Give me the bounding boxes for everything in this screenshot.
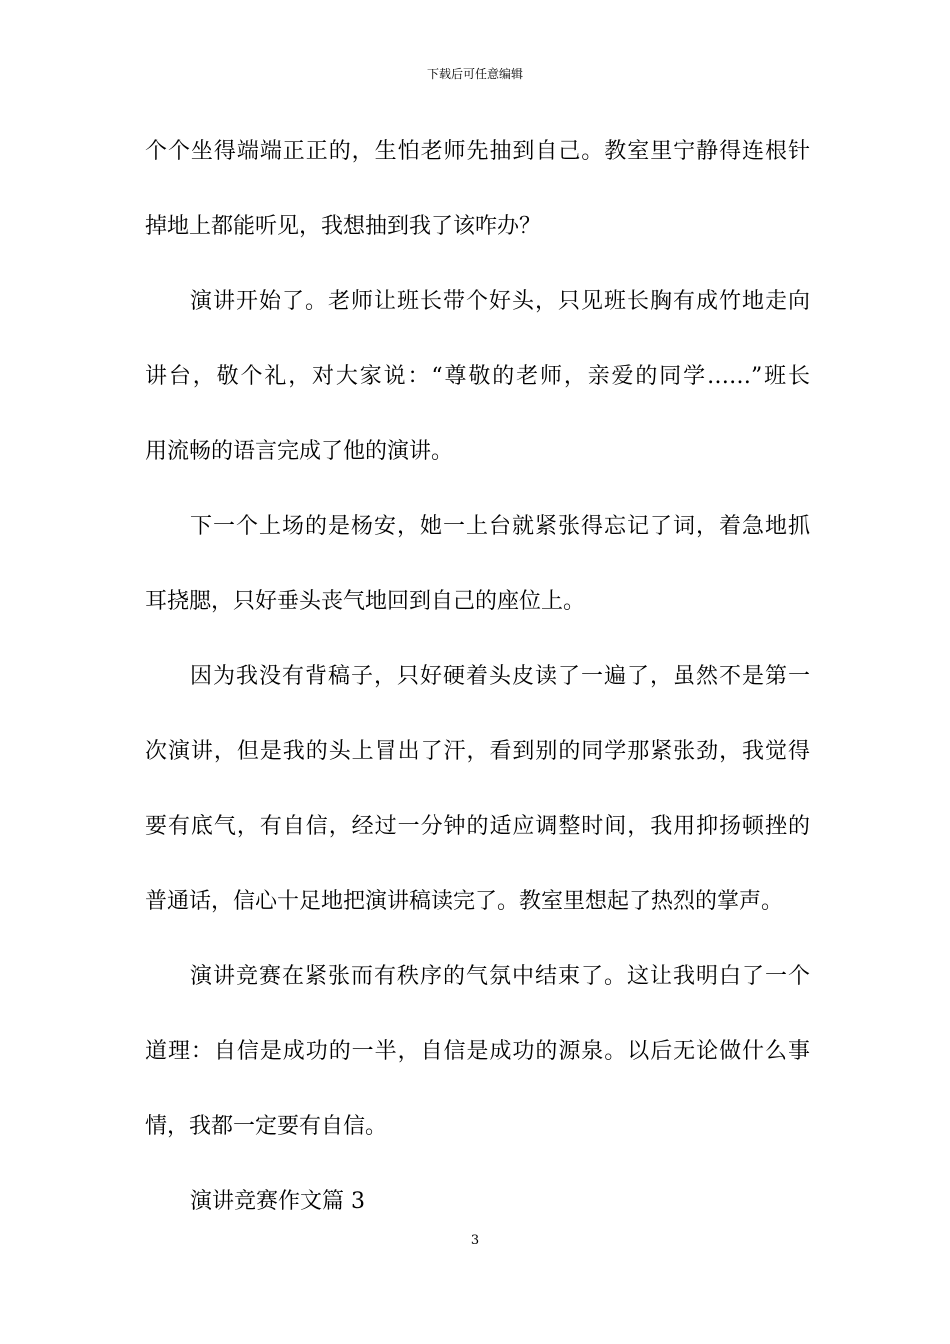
section-heading: 演讲竞赛作文篇 3 <box>190 1189 365 1214</box>
paragraph-start-line: 演讲开始了。老师让班长带个好头，只见班长胸有成竹地走向 <box>190 289 810 314</box>
body-line: 普通话，信心十足地把演讲稿读完了。教室里想起了热烈的掌声。 <box>145 889 784 914</box>
paragraph-start-line: 下一个上场的是杨安，她一上台就紧张得忘记了词，着急地抓 <box>190 514 810 539</box>
body-line: 耳挠腮，只好垂头丧气地回到自己的座位上。 <box>145 589 586 614</box>
body-line: 道理：自信是成功的一半，自信是成功的源泉。以后无论做什么事 <box>145 1039 810 1064</box>
body-line: 讲台，敬个礼，对大家说：“尊敬的老师，亲爱的同学……”班长 <box>145 364 810 389</box>
paragraph-start-line: 演讲竞赛在紧张而有秩序的气氛中结束了。这让我明白了一个 <box>190 964 810 989</box>
body-line: 个个坐得端端正正的，生怕老师先抽到自己。教室里宁静得连根针 <box>145 139 810 164</box>
body-line: 要有底气，有自信，经过一分钟的适应调整时间，我用抑扬顿挫的 <box>145 814 810 839</box>
body-line: 情，我都一定要有自信。 <box>145 1114 388 1139</box>
body-line: 掉地上都能听见，我想抽到我了该咋办？ <box>145 214 542 239</box>
page-number: 3 <box>470 1233 480 1248</box>
body-line: 用流畅的语言完成了他的演讲。 <box>145 439 454 464</box>
page-header: 下载后可任意编辑 <box>426 67 523 81</box>
paragraph-start-line: 因为我没有背稿子，只好硬着头皮读了一遍了，虽然不是第一 <box>190 664 810 689</box>
body-line: 次演讲，但是我的头上冒出了汗，看到别的同学那紧张劲，我觉得 <box>145 739 810 764</box>
